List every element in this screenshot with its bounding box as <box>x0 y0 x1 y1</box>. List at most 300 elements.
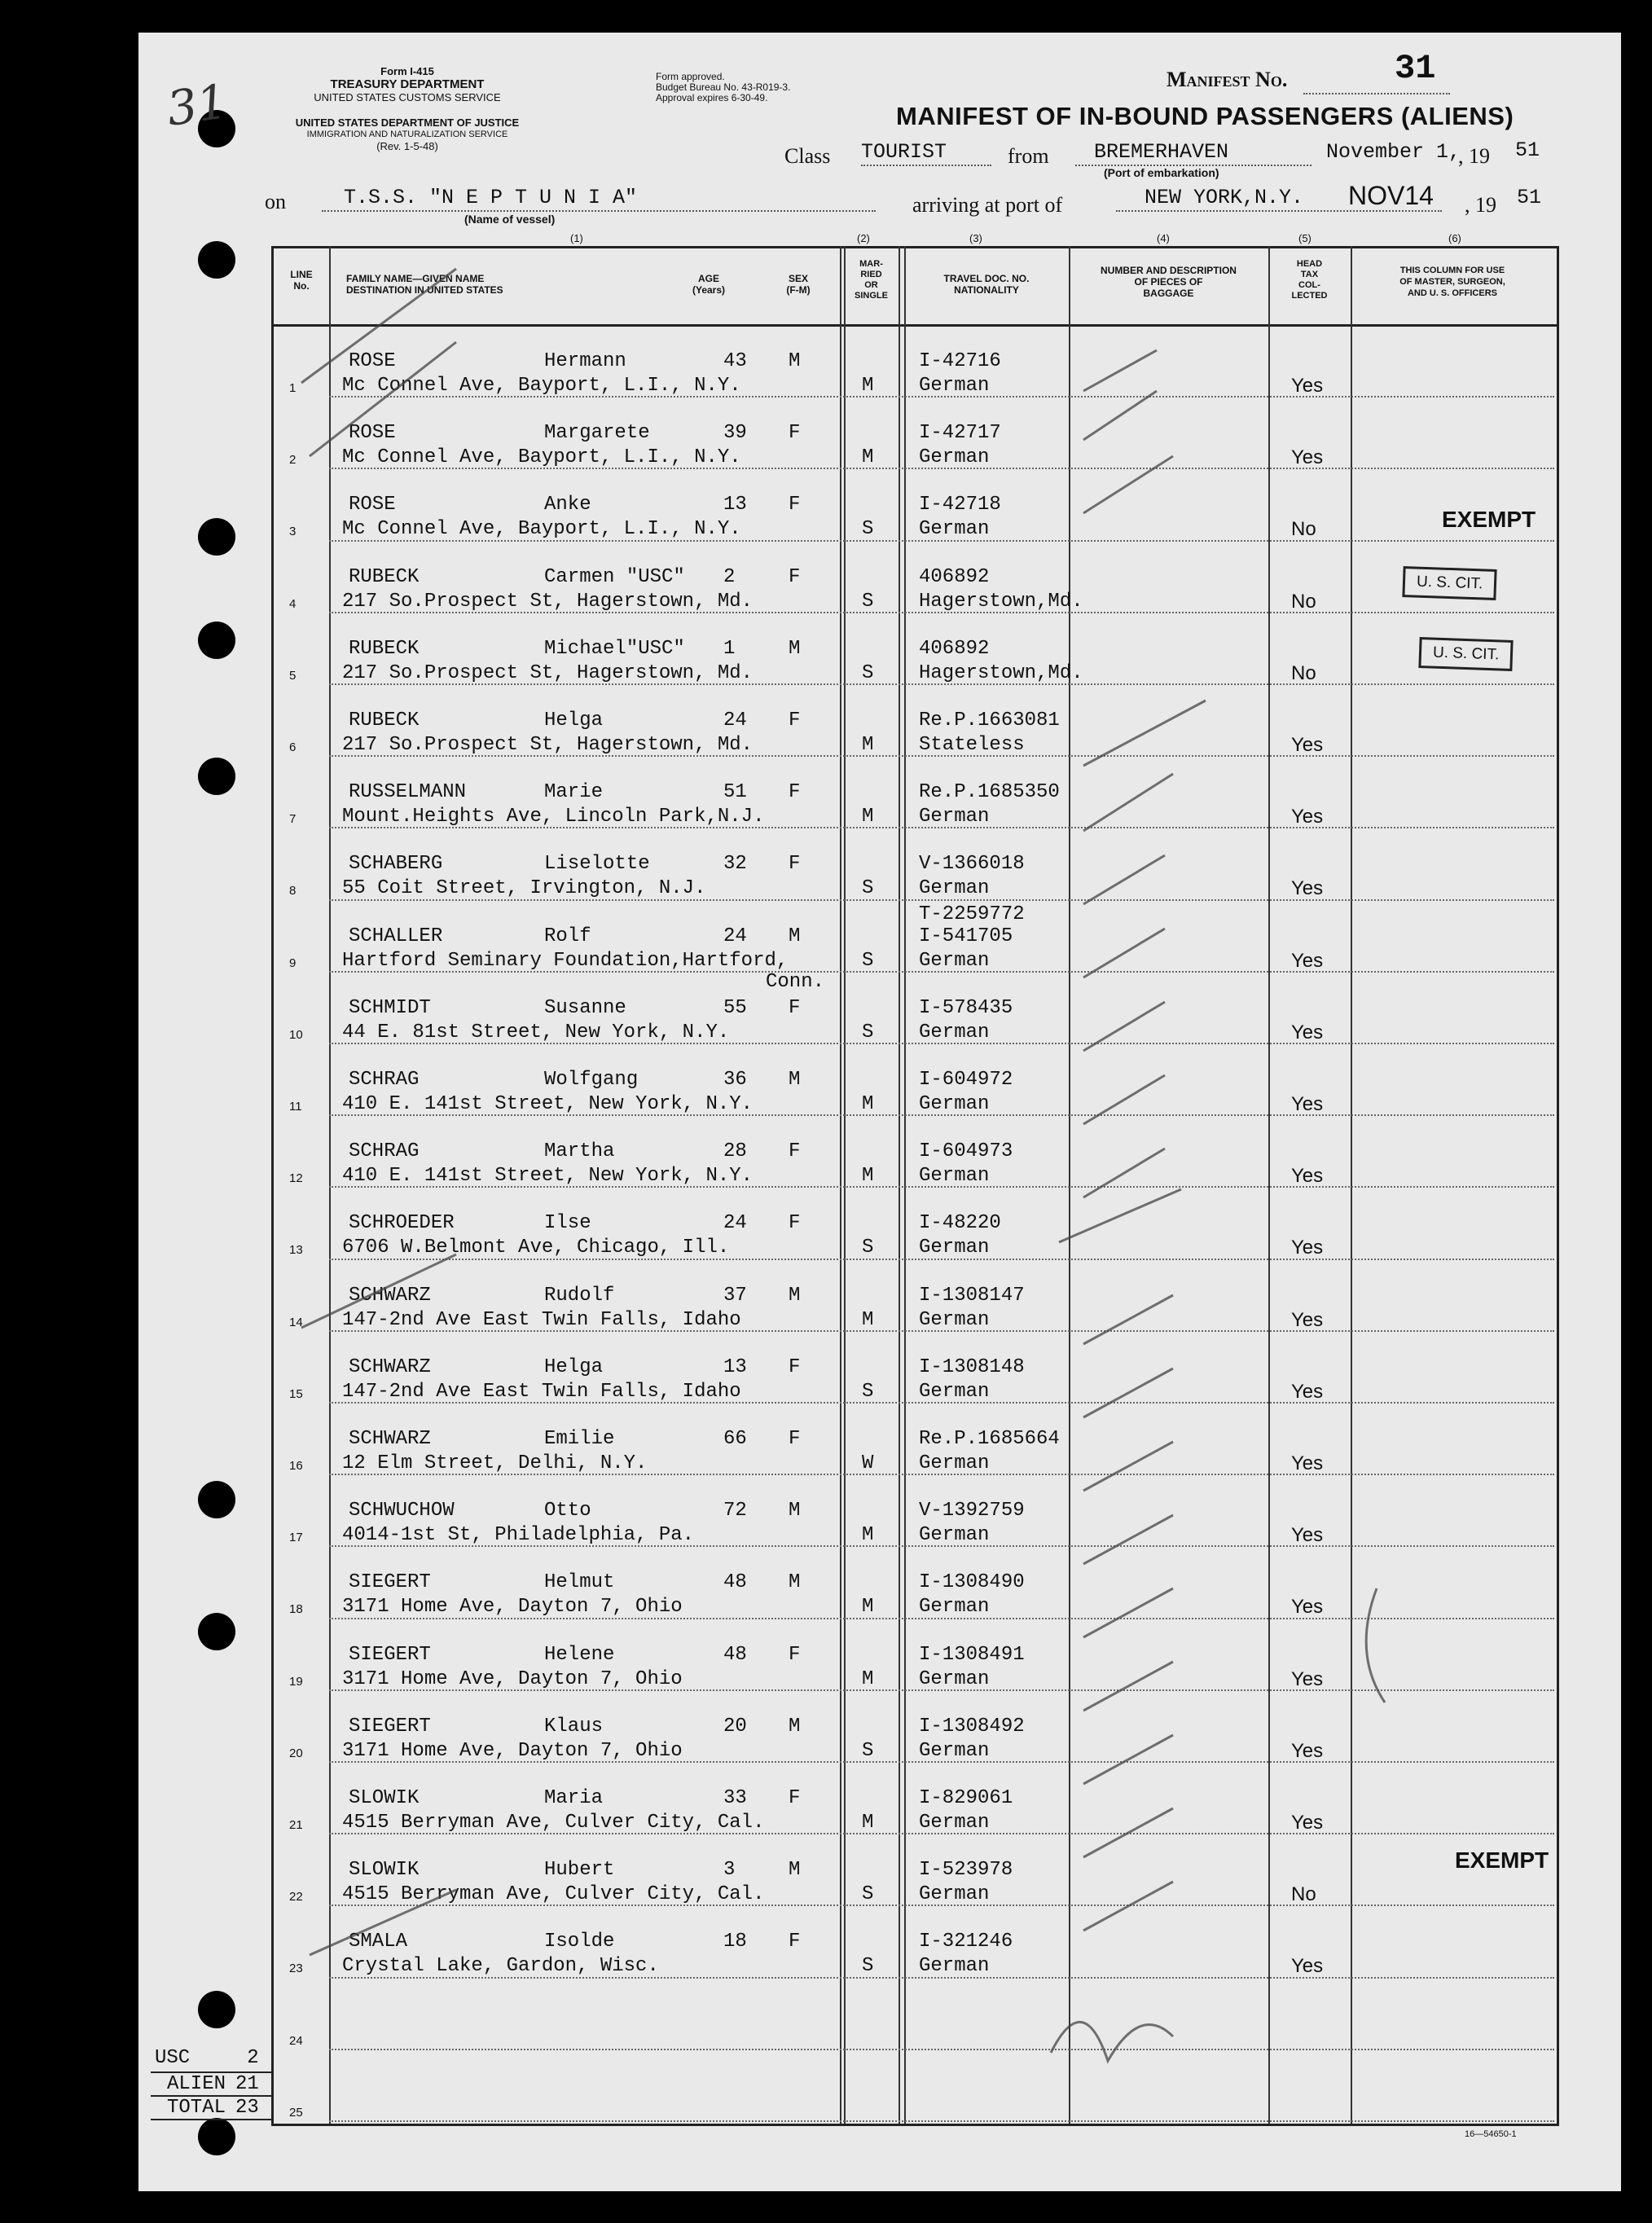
marital-status: M <box>862 1093 874 1115</box>
marital-status: S <box>862 590 874 613</box>
given-name: Emilie <box>544 1428 615 1450</box>
given-name: Klaus <box>544 1715 604 1738</box>
bracket-mark <box>1366 1588 1385 1702</box>
handwritten-scribble <box>1051 2022 1173 2061</box>
nationality: Stateless <box>919 734 1025 756</box>
check-mark <box>1083 1369 1173 1417</box>
header-head-tax: HEAD TAX COL- LECTED <box>1291 259 1328 301</box>
sex: F <box>789 494 801 516</box>
destination-address: Mc Connel Ave, Bayport, L.I., N.Y. <box>342 518 741 541</box>
given-name: Michael"USC" <box>544 637 685 660</box>
sex: M <box>789 1069 801 1091</box>
family-name: RUBECK <box>349 637 420 660</box>
sex: F <box>789 853 801 876</box>
header-travel-doc: TRAVEL DOC. NO. NATIONALITY <box>943 273 1030 296</box>
header-sex: SEX (F-M) <box>786 273 811 296</box>
check-mark <box>1083 774 1173 831</box>
family-name: SCHABERG <box>349 853 443 876</box>
age: 72 <box>723 1500 747 1522</box>
age: 48 <box>723 1571 747 1594</box>
header-age: AGE (Years) <box>692 273 726 296</box>
check-mark <box>310 1890 456 1955</box>
check-mark <box>1083 1075 1165 1124</box>
family-name: SCHROEDER <box>349 1212 455 1235</box>
head-tax: No <box>1291 590 1316 613</box>
port-embarkation-caption: (Port of embarkation) <box>1104 166 1219 179</box>
given-name: Susanne <box>544 996 626 1019</box>
given-name: Ilse <box>544 1212 591 1235</box>
head-tax: Yes <box>1291 1955 1324 1978</box>
nationality: German <box>919 446 990 469</box>
destination-address: 4515 Berryman Ave, Culver City, Cal. <box>342 1883 765 1906</box>
destination-address: 44 E. 81st Street, New York, N.Y. <box>342 1021 730 1043</box>
check-mark <box>1083 929 1165 978</box>
marital-status: S <box>862 1237 874 1259</box>
travel-doc-number: I-604973 <box>919 1140 1013 1163</box>
footer-code: 16—54650-1 <box>1465 2129 1517 2139</box>
given-name: Wolfgang <box>544 1069 639 1091</box>
family-name: SCHWARZ <box>349 1428 431 1450</box>
check-mark <box>1083 1442 1173 1491</box>
age: 36 <box>723 1069 747 1091</box>
header-baggage: NUMBER AND DESCRIPTION OF PIECES OF BAGGAGE <box>1101 265 1237 299</box>
departure-date: November 1, <box>1326 140 1461 164</box>
destination-address: 12 Elm Street, Delhi, N.Y. <box>342 1452 648 1474</box>
nationality: German <box>919 1093 990 1115</box>
travel-doc-number: I-1308490 <box>919 1571 1025 1594</box>
column-number: (6) <box>1448 232 1461 244</box>
line-number: 16 <box>289 1459 303 1473</box>
head-tax: Yes <box>1291 1093 1324 1115</box>
line-number: 23 <box>289 1962 303 1976</box>
line-number: 17 <box>289 1531 303 1545</box>
travel-doc-number: I-48220 <box>919 1212 1001 1235</box>
head-tax: No <box>1291 518 1316 541</box>
line-number: 11 <box>289 1100 302 1114</box>
arrival-year: 51 <box>1517 186 1542 209</box>
sex: F <box>789 1428 801 1450</box>
class-label: Class <box>784 144 831 168</box>
doj-line-2: IMMIGRATION AND NATURALIZATION SERVICE <box>306 130 508 139</box>
travel-doc-number: I-321246 <box>919 1931 1013 1953</box>
nationality: German <box>919 806 990 828</box>
marital-status: S <box>862 661 874 684</box>
check-mark <box>1083 701 1206 766</box>
line-number: 25 <box>289 2105 303 2120</box>
check-mark <box>1083 1588 1173 1637</box>
nationality: German <box>919 1165 990 1188</box>
family-name: SLOWIK <box>349 1787 420 1809</box>
given-name: Rolf <box>544 925 591 947</box>
us-citizen-stamp: U. S. CIT. <box>1418 637 1514 671</box>
line-number: 3 <box>289 525 297 539</box>
approval-line-3: Approval expires 6-30-49. <box>656 92 768 103</box>
travel-doc-number: Re.P.1663081 <box>919 710 1060 731</box>
travel-doc-number: I-578435 <box>919 996 1013 1019</box>
sex: M <box>789 1500 801 1522</box>
line-number: 18 <box>289 1602 303 1617</box>
travel-doc-number: I-523978 <box>919 1859 1013 1882</box>
head-tax: Yes <box>1291 1237 1324 1259</box>
check-mark <box>1059 1189 1181 1242</box>
age: 55 <box>723 996 747 1019</box>
header-line-no: LINE No. <box>290 269 313 292</box>
family-name: SCHMIDT <box>349 996 431 1019</box>
age: 24 <box>723 710 747 731</box>
given-name: Rudolf <box>544 1284 615 1307</box>
travel-doc-number: I-604972 <box>919 1069 1013 1091</box>
marital-status: S <box>862 877 874 900</box>
check-mark <box>301 269 456 383</box>
marital-status: S <box>862 1955 874 1978</box>
nationality: German <box>919 949 990 972</box>
marital-status: S <box>862 1380 874 1403</box>
header-name: FAMILY NAME—GIVEN NAME DESTINATION IN UNITED STATES <box>346 273 503 296</box>
line-number: 9 <box>289 956 297 970</box>
marital-status: S <box>862 1739 874 1762</box>
marital-status: M <box>862 446 874 469</box>
travel-doc-number: V-1366018 <box>919 853 1025 876</box>
destination-address: 217 So.Prospect St, Hagerstown, Md. <box>342 590 754 613</box>
family-name: SCHRAG <box>349 1140 420 1163</box>
check-mark <box>301 1254 456 1328</box>
nationality: German <box>919 1380 990 1403</box>
arrival-port: NEW YORK,N.Y. <box>1145 186 1304 209</box>
age: 18 <box>723 1931 747 1953</box>
head-tax: Yes <box>1291 949 1324 972</box>
marital-status: M <box>862 1667 874 1690</box>
travel-doc-extra: T-2259772 <box>919 903 1025 925</box>
destination-address: Mc Connel Ave, Bayport, L.I., N.Y. <box>342 446 741 469</box>
family-name: SCHWARZ <box>349 1284 431 1307</box>
marital-status: M <box>862 1524 874 1547</box>
marital-status: S <box>862 1021 874 1043</box>
travel-doc-number: 406892 <box>919 565 990 588</box>
given-name: Otto <box>544 1500 591 1522</box>
destination-address-cont: Conn. <box>766 970 825 993</box>
destination-address: 217 So.Prospect St, Hagerstown, Md. <box>342 734 754 756</box>
travel-doc-number: I-1308148 <box>919 1355 1025 1378</box>
head-tax: Yes <box>1291 1524 1324 1547</box>
line-number: 24 <box>289 2033 303 2048</box>
head-tax: Yes <box>1291 1308 1324 1331</box>
nationality: German <box>919 1308 990 1331</box>
sex: M <box>789 925 801 947</box>
head-tax: Yes <box>1291 734 1324 756</box>
arrival-year-prefix: , 19 <box>1465 193 1496 217</box>
departure-year: 51 <box>1515 138 1540 162</box>
given-name: Anke <box>544 494 591 516</box>
sex: M <box>789 1859 801 1882</box>
marital-status: M <box>862 1308 874 1331</box>
page-title: MANIFEST OF IN-BOUND PASSENGERS (ALIENS) <box>896 102 1514 130</box>
sex: M <box>789 1715 801 1738</box>
destination-address: 147-2nd Ave East Twin Falls, Idaho <box>342 1380 741 1403</box>
family-name: SIEGERT <box>349 1715 431 1738</box>
check-mark <box>1083 456 1173 513</box>
totals-alien: ALIEN 21 <box>151 2071 273 2095</box>
given-name: Liselotte <box>544 853 650 876</box>
given-name: Marie <box>544 781 604 804</box>
dept-line-1: TREASURY DEPARTMENT <box>330 77 485 91</box>
head-tax: Yes <box>1291 375 1324 397</box>
marital-status: S <box>862 1883 874 1906</box>
column-number: (1) <box>570 232 583 244</box>
age: 32 <box>723 853 747 876</box>
destination-address: 147-2nd Ave East Twin Falls, Idaho <box>342 1308 741 1331</box>
head-tax: Yes <box>1291 877 1324 900</box>
sex: F <box>789 1931 801 1953</box>
check-mark <box>1083 1882 1173 1931</box>
travel-doc-number: Re.P.1685350 <box>919 781 1060 804</box>
head-tax: Yes <box>1291 1667 1324 1690</box>
nationality: German <box>919 1667 990 1690</box>
destination-address: 3171 Home Ave, Dayton 7, Ohio <box>342 1596 683 1619</box>
sex: F <box>789 1643 801 1666</box>
sex: F <box>789 1355 801 1378</box>
line-number: 2 <box>289 453 297 468</box>
column-number: (2) <box>857 232 870 244</box>
line-number: 19 <box>289 1674 303 1689</box>
sex: F <box>789 565 801 588</box>
form-number: Form I-415 <box>380 65 434 77</box>
totals-total: TOTAL 23 <box>151 2095 273 2120</box>
check-mark <box>1083 855 1165 904</box>
nationality: German <box>919 1596 990 1619</box>
nationality: German <box>919 1812 990 1834</box>
family-name: ROSE <box>349 350 396 372</box>
given-name: Helga <box>544 1355 604 1378</box>
manifest-number: 31 <box>1395 49 1436 88</box>
departure-year-prefix: , 19 <box>1458 144 1490 168</box>
check-mark <box>1083 350 1157 391</box>
head-tax: Yes <box>1291 446 1324 469</box>
destination-address: 3171 Home Ave, Dayton 7, Ohio <box>342 1739 683 1762</box>
exempt-stamp: EXEMPT <box>1455 1847 1549 1873</box>
given-name: Helga <box>544 710 604 731</box>
nationality: German <box>919 1021 990 1043</box>
age: 28 <box>723 1140 747 1163</box>
manifest-no-label: Manifest No. <box>1167 68 1288 91</box>
nationality: German <box>919 1955 990 1978</box>
given-name: Hermann <box>544 350 626 372</box>
line-number: 12 <box>289 1171 303 1186</box>
check-mark <box>1083 1808 1173 1857</box>
travel-doc-number: I-42717 <box>919 422 1001 445</box>
destination-address: Crystal Lake, Gardon, Wisc. <box>342 1955 659 1978</box>
nationality: German <box>919 1524 990 1547</box>
sex: F <box>789 1787 801 1809</box>
family-name: ROSE <box>349 494 396 516</box>
line-number: 21 <box>289 1818 303 1832</box>
given-name: Margarete <box>544 422 650 445</box>
nationality: German <box>919 375 990 397</box>
travel-doc-number: V-1392759 <box>919 1500 1025 1522</box>
age: 1 <box>723 637 736 660</box>
marital-status: M <box>862 1812 874 1834</box>
age: 13 <box>723 1355 747 1378</box>
destination-address: 4515 Berryman Ave, Culver City, Cal. <box>342 1812 765 1834</box>
travel-doc-number: I-541705 <box>919 925 1013 947</box>
line-number: 10 <box>289 1027 303 1042</box>
travel-doc-number: Re.P.1685664 <box>919 1428 1060 1450</box>
age: 43 <box>723 350 747 372</box>
travel-doc-number: I-1308491 <box>919 1643 1025 1666</box>
age: 39 <box>723 422 747 445</box>
family-name: RUBECK <box>349 710 420 731</box>
age: 48 <box>723 1643 747 1666</box>
check-mark <box>1083 1735 1173 1784</box>
family-name: RUBECK <box>349 565 420 588</box>
line-number: 14 <box>289 1315 303 1329</box>
age: 20 <box>723 1715 747 1738</box>
column-number: (3) <box>969 232 982 244</box>
sex: M <box>789 350 801 372</box>
destination-address: 410 E. 141st Street, New York, N.Y. <box>342 1093 754 1115</box>
age: 24 <box>723 925 747 947</box>
line-number: 22 <box>289 1890 303 1904</box>
line-number: 7 <box>289 812 297 827</box>
marital-status: W <box>862 1452 874 1474</box>
family-name: SIEGERT <box>349 1571 431 1594</box>
given-name: Hubert <box>544 1859 615 1882</box>
doj-line-3: (Rev. 1-5-48) <box>376 140 438 152</box>
check-mark <box>1083 1662 1173 1711</box>
family-name: ROSE <box>349 422 396 445</box>
sex: F <box>789 710 801 731</box>
marital-status: M <box>862 375 874 397</box>
family-name: SCHRAG <box>349 1069 420 1091</box>
line-number: 1 <box>289 381 297 395</box>
destination-address: 410 E. 141st Street, New York, N.Y. <box>342 1165 754 1188</box>
line-number: 15 <box>289 1386 303 1401</box>
age: 2 <box>723 565 736 588</box>
sex: F <box>789 1140 801 1163</box>
line-number: 20 <box>289 1746 303 1760</box>
head-tax: Yes <box>1291 1452 1324 1474</box>
destination-address: 217 So.Prospect St, Hagerstown, Md. <box>342 661 754 684</box>
exempt-stamp: EXEMPT <box>1442 507 1536 532</box>
destination-address: Mc Connel Ave, Bayport, L.I., N.Y. <box>342 375 741 397</box>
approval-line-2: Budget Bureau No. 43-R019-3. <box>656 81 791 93</box>
age: 24 <box>723 1212 747 1235</box>
vessel-name: T.S.S. "N E P T U N I A" <box>344 186 638 209</box>
travel-doc-number: I-1308147 <box>919 1284 1025 1307</box>
head-tax: Yes <box>1291 1739 1324 1762</box>
us-citizen-stamp: U. S. CIT. <box>1402 566 1497 600</box>
destination-address: 6706 W.Belmont Ave, Chicago, Ill. <box>342 1237 730 1259</box>
age: 33 <box>723 1787 747 1809</box>
sex: M <box>789 1571 801 1594</box>
family-name: SCHALLER <box>349 925 443 947</box>
nationality: German <box>919 877 990 900</box>
nationality: Hagerstown,Md. <box>919 590 1083 613</box>
totals-usc: USC 2 <box>155 2047 259 2069</box>
check-mark <box>1083 1295 1173 1344</box>
head-tax: Yes <box>1291 1596 1324 1619</box>
nationality: German <box>919 1883 990 1906</box>
age: 3 <box>723 1859 736 1882</box>
given-name: Helene <box>544 1643 615 1666</box>
nationality: German <box>919 1237 990 1259</box>
head-tax: Yes <box>1291 1380 1324 1403</box>
arriving-label: arriving at port of <box>912 193 1063 217</box>
vessel-caption: (Name of vessel) <box>464 213 556 226</box>
head-tax: Yes <box>1291 1812 1324 1834</box>
from-label: from <box>1008 144 1049 168</box>
doj-line-1: UNITED STATES DEPARTMENT OF JUSTICE <box>295 116 520 129</box>
approval-line-1: Form approved. <box>656 71 725 82</box>
class-value: TOURIST <box>861 140 947 164</box>
destination-address: Hartford Seminary Foundation,Hartford, <box>342 949 789 972</box>
nationality: German <box>919 1739 990 1762</box>
sex: F <box>789 1212 801 1235</box>
column-number: (5) <box>1298 232 1311 244</box>
travel-doc-number: I-42718 <box>919 494 1001 516</box>
head-tax: Yes <box>1291 806 1324 828</box>
family-name: SLOWIK <box>349 1859 420 1882</box>
line-number: 6 <box>289 740 297 754</box>
head-tax: No <box>1291 661 1316 684</box>
sex: F <box>789 422 801 445</box>
marital-status: M <box>862 1596 874 1619</box>
family-name: SCHWARZ <box>349 1355 431 1378</box>
given-name: Martha <box>544 1140 615 1163</box>
marital-status: M <box>862 806 874 828</box>
from-value: BREMERHAVEN <box>1094 140 1229 164</box>
age: 37 <box>723 1284 747 1307</box>
check-mark <box>1083 1515 1173 1564</box>
sex: M <box>789 637 801 660</box>
age: 51 <box>723 781 747 804</box>
sex: M <box>789 1284 801 1307</box>
destination-address: 4014-1st St, Philadelphia, Pa. <box>342 1524 695 1547</box>
sex: F <box>789 996 801 1019</box>
marital-status: M <box>862 1165 874 1188</box>
check-mark <box>1083 391 1157 440</box>
destination-address: 55 Coit Street, Irvington, N.J. <box>342 877 706 900</box>
marital-status: S <box>862 518 874 541</box>
header-married: MAR- RIED OR SINGLE <box>855 259 888 301</box>
line-number: 5 <box>289 668 297 683</box>
line-number: 13 <box>289 1243 303 1258</box>
check-mark <box>1083 1002 1165 1051</box>
nationality: German <box>919 1452 990 1474</box>
sex: F <box>789 781 801 804</box>
head-tax: No <box>1291 1883 1316 1906</box>
head-tax: Yes <box>1291 1165 1324 1188</box>
arrival-date-stamp: NOV14 <box>1348 181 1434 210</box>
given-name: Isolde <box>544 1931 615 1953</box>
column-number: (4) <box>1157 232 1170 244</box>
dept-line-2: UNITED STATES CUSTOMS SERVICE <box>314 91 501 103</box>
family-name: SMALA <box>349 1931 408 1953</box>
nationality: German <box>919 518 990 541</box>
travel-doc-number: I-1308492 <box>919 1715 1025 1738</box>
age: 13 <box>723 494 747 516</box>
line-number: 8 <box>289 884 297 898</box>
given-name: Carmen "USC" <box>544 565 685 588</box>
marital-status: S <box>862 949 874 972</box>
travel-doc-number: 406892 <box>919 637 990 660</box>
marital-status: M <box>862 734 874 756</box>
travel-doc-number: I-42716 <box>919 350 1001 372</box>
family-name: SCHWUCHOW <box>349 1500 455 1522</box>
travel-doc-number: I-829061 <box>919 1787 1013 1809</box>
header-officer-use: THIS COLUMN FOR USE OF MASTER, SURGEON, AND U. S. OFFICERS <box>1399 266 1505 298</box>
on-label: on <box>265 190 286 213</box>
margin-handwritten-number: 31 <box>163 73 231 137</box>
